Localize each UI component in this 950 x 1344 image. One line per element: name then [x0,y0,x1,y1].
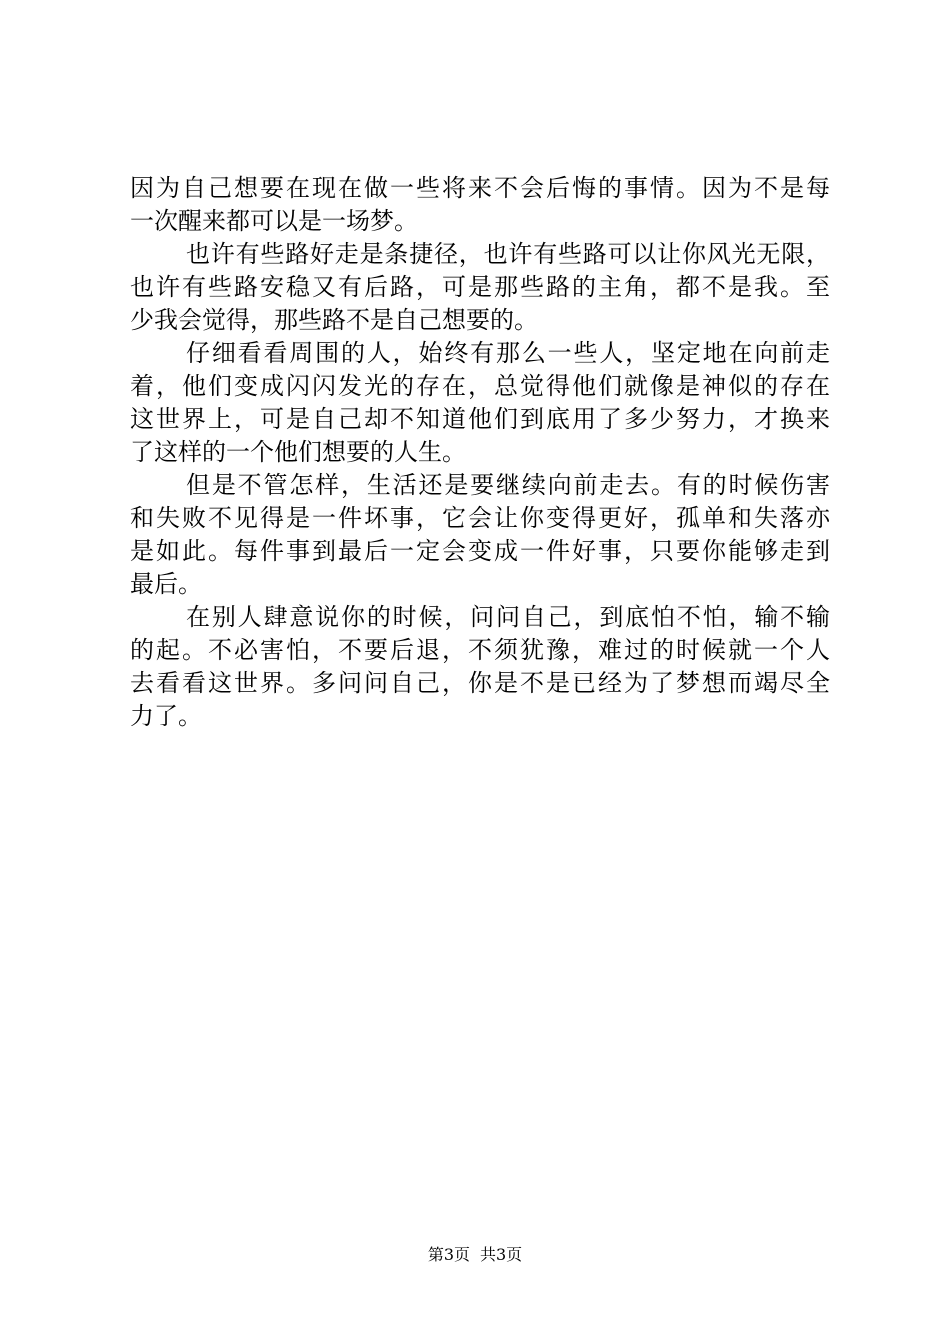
text-line: 力了。 [130,702,202,730]
text-line: 这世界上，可是自己却不知道他们到底用了多少努力，才换来 [130,405,830,433]
text-line: 去看看这世界。多问问自己，你是不是已经为了梦想而竭尽全 [130,669,830,697]
text-line: 最后。 [130,570,202,598]
page-footer [0,1244,950,1266]
text-line: 也许有些路好走是条捷径，也许有些路可以让你风光无限， [186,240,830,268]
text-line: 的起。不必害怕，不要后退，不须犹豫，难过的时候就一个人 [130,636,830,664]
document-body [130,172,830,733]
text-line: 因为自己想要在现在做一些将来不会后悔的事情。因为不是每 [130,174,830,202]
text-line: 一次醒来都可以是一场梦。 [130,207,418,235]
text-line: 但是不管怎样，生活还是要继续向前走去。有的时候伤害 [186,471,830,499]
text-line: 也许有些路安稳又有后路，可是那些路的主角，都不是我。至 [130,273,830,301]
text-line: 和失败不见得是一件坏事，它会让你变得更好，孤单和失落亦 [130,504,830,532]
paragraph [130,469,830,601]
text-line: 少我会觉得，那些路不是自己想要的。 [130,306,538,334]
page-total: 共3页 [480,1245,523,1264]
paragraph [130,601,830,733]
text-line: 是如此。每件事到最后一定会变成一件好事，只要你能够走到 [130,537,830,565]
page-number: 第3页 [427,1245,470,1264]
paragraph [130,172,830,238]
paragraph [130,337,830,469]
text-line: 在别人肆意说你的时候，问问自己，到底怕不怕，输不输 [186,603,830,631]
text-line: 了这样的一个他们想要的人生。 [130,438,466,466]
paragraph [130,238,830,337]
text-line: 仔细看看周围的人，始终有那么一些人，坚定地在向前走 [186,339,830,367]
text-line: 着，他们变成闪闪发光的存在，总觉得他们就像是神似的存在 [130,372,830,400]
